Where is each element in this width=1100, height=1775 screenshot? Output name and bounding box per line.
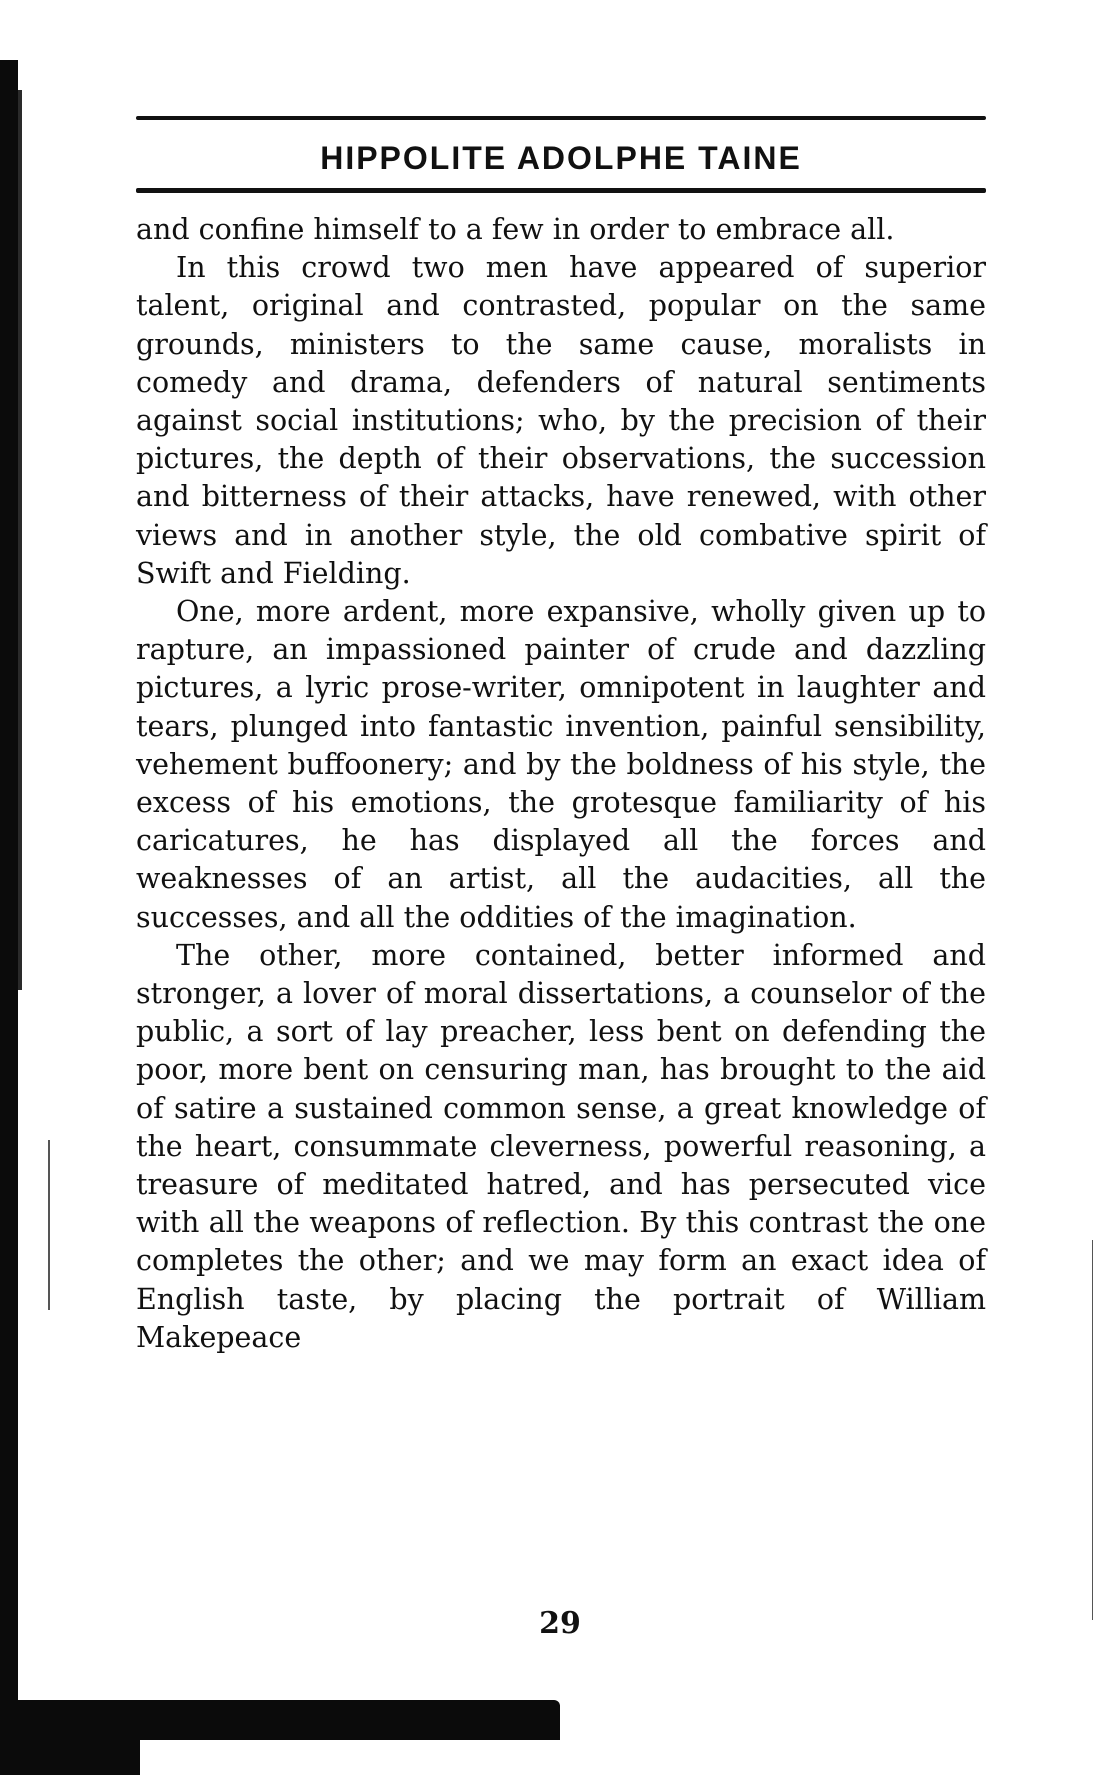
header-rule-top xyxy=(136,116,986,120)
page-number: 29 xyxy=(539,1606,581,1641)
scan-edge-bottom xyxy=(0,1700,560,1740)
body-text xyxy=(136,211,986,1357)
paragraph-the-other: The other, more contained, better informed and stronger, a lover of moral dissertations, a counselor of the public, a sort of lay preacher, less bent on defending the poor, more bent on censuring man, has brought to the aid of satire a sustained common sense, a great knowledge of the heart, consummate cleverness, powerful reasoning, a treasure of meditated hatred, and has persecuted vice with all the weapons of reflection. By this contrast the one completes the other; and we may form an exact idea of English taste, by placing the portrait of William Makepeace xyxy=(136,938,986,1354)
header-rule-bottom xyxy=(136,188,986,193)
scan-speck-left xyxy=(48,1140,50,1310)
scan-edge-left xyxy=(0,60,18,1700)
paragraph-one-ardent: One, more ardent, more expansive, wholly given up to rapture, an impassioned painter of crude and dazzling pictures, a lyric prose-writer, omnipotent in laughter and tears, plunged into fantastic invention, painful sensibility, vehement buffoonery; and by the boldness of his style, the excess of his emotions, the grotesque familiarity of his caricatures, he has displayed all the forces and weaknesses of an artist, all the audacities, all the successes, and all the oddities of the imagination. xyxy=(136,595,986,934)
paragraph-two-men: In this crowd two men have appeared of superior talent, original and contrasted, popular on the same grounds, ministers to the same cause, moralists in comedy and drama, defenders of natural sentiments against social institutions; who, by the precision of their pictures, the depth of their observations, the succession and bitterness of their attacks, have renewed, with other views and in another style, the old combative spirit of Swift and Fielding. xyxy=(136,251,986,590)
scan-speck-right xyxy=(1092,1240,1093,1620)
book-page xyxy=(136,116,986,1357)
running-head: HIPPOLITE ADOLPHE TAINE xyxy=(320,140,802,176)
scan-edge-left-thin xyxy=(18,90,22,990)
paragraph-continued: and confine himself to a few in order to embrace all. xyxy=(136,213,895,246)
scan-edge-bottom-tip xyxy=(0,1738,140,1775)
